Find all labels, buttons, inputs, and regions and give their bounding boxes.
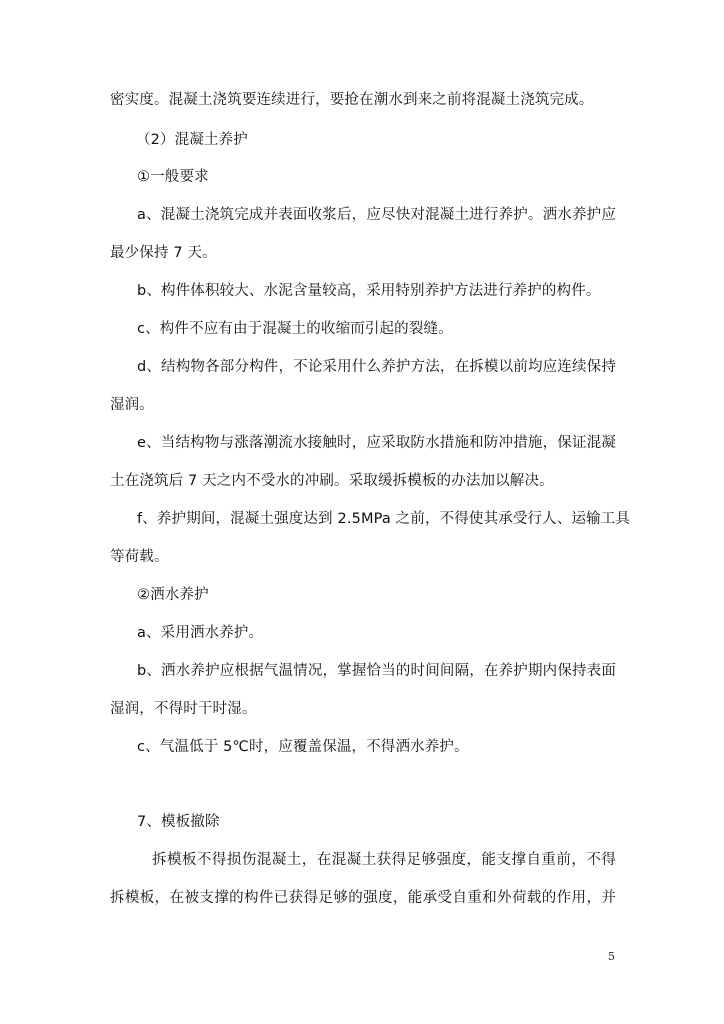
list-item: b、构件体积较大、水泥含量较高，采用特别养护方法进行养护的构件。: [137, 283, 601, 299]
subsection-heading: ①一般要求: [137, 169, 209, 185]
page-number: 5: [608, 950, 615, 963]
list-item: b、洒水养护应根据气温情况，掌握恰当的时间间隔，在养护期内保持表面: [137, 663, 616, 679]
paragraph-line: 拆模板，在被支撑的构件已获得足够的强度，能承受自重和外荷载的作用，并: [110, 890, 616, 906]
list-item: c、构件不应有由于混凝土的收缩而引起的裂缝。: [137, 321, 453, 337]
paragraph-line: 密实度。混凝土浇筑要连续进行，要抢在潮水到来之前将混凝土浇筑完成。: [110, 92, 594, 108]
paragraph-line: 等荷载。: [110, 549, 169, 565]
list-item: a、混凝土浇筑完成并表面收浆后，应尽快对混凝土进行养护。洒水养护应: [137, 207, 616, 223]
list-item: e、当结构物与涨落潮流水接触时，应采取防水措施和防冲措施，保证混凝: [137, 435, 616, 451]
list-item: f、养护期间，混凝土强度达到 2.5MPa 之前，不得使其承受行人、运输工具: [137, 511, 631, 527]
section-heading: 7、模板撤除: [137, 814, 220, 830]
list-item: d、结构物各部分构件，不论采用什么养护方法，在拆模以前均应连续保持: [137, 359, 616, 375]
list-item: c、气温低于 5℃时，应覆盖保温，不得洒水养护。: [137, 739, 469, 755]
paragraph-line: 最少保持 7 天。: [110, 245, 217, 261]
paragraph-line: 湿润。: [110, 397, 154, 413]
list-item: a、采用洒水养护。: [137, 625, 264, 641]
paragraph-line: 土在浇筑后 7 天之内不受水的冲刷。采取缓拆模板的办法加以解决。: [110, 473, 554, 489]
paragraph-line: 拆模板不得损伤混凝土，在混凝土获得足够强度，能支撑自重前，不得: [152, 852, 616, 868]
paragraph-line: 湿润，不得时干时湿。: [110, 701, 257, 717]
section-heading: （2）混凝土养护: [136, 132, 248, 148]
subsection-heading: ②洒水养护: [137, 587, 209, 603]
